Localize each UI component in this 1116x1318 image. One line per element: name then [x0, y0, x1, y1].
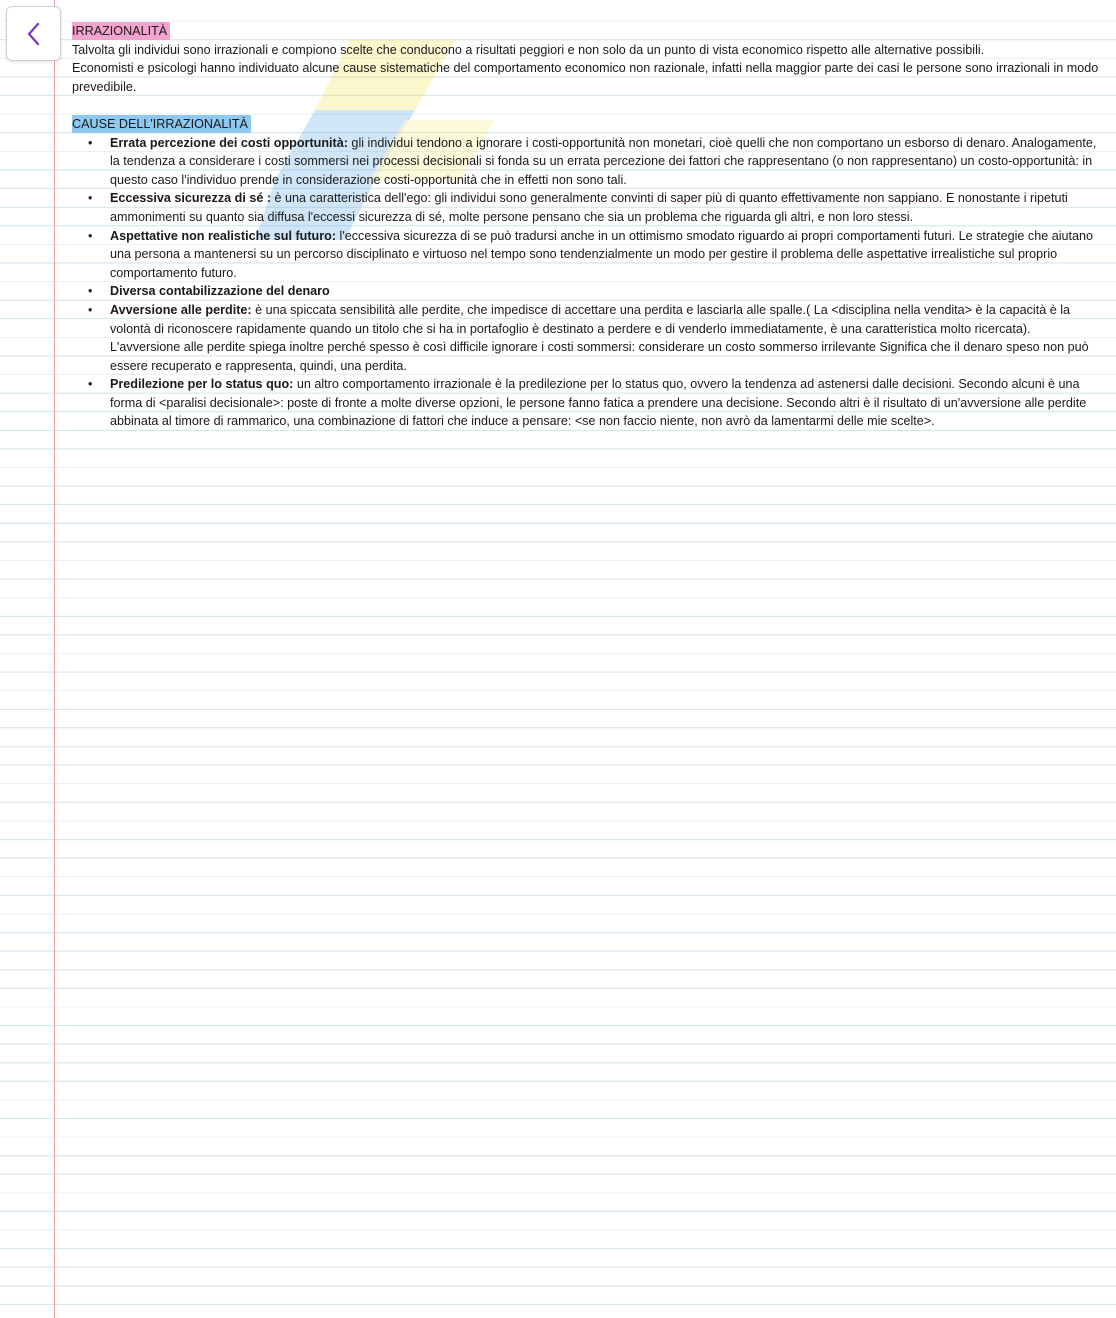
- list-item: [110, 375, 1102, 431]
- list-item-text: è una spiccata sensibilità alle perdite, che impedisce di accettare una perdita e lasciarla alle spalle.( La <disciplina nella vendita> è la capacità è la volontà di riconoscere rapidamente quando un titolo che si ha in portafoglio è destinato a perdere e di venderlo immediatamente, è una caratteristica molto ricercata). L'avversione alle perdite spiega inoltre perché spesso è così difficile ignorare i costi sommersi: considerare un costo sommerso irrilevante Significa che il denaro speso non può essere recuperato e rappresenta, quindi, una perdita.: [110, 302, 1089, 373]
- note-content: [72, 22, 1102, 431]
- chevron-left-icon: [25, 21, 43, 47]
- list-item-title: Diversa contabilizzazione del denaro: [110, 284, 330, 299]
- list-item-text: è una caratteristica dell'ego: gli individui sono generalmente convinti di saper più di quanto effettivamente non sappiano. E nonostante i ripetuti ammonimenti su quanto sia diffusa l'eccessi sicurezza di sé, molte persone pensano che sia un problema che riguarda gli altri, e non loro stessi.: [110, 191, 1068, 224]
- list-item-title: Errata percezione dei costi opportunità:: [110, 135, 348, 150]
- blank-line: [72, 96, 1102, 115]
- section-heading-irrazionalita: IRRAZIONALITÀ: [72, 22, 170, 40]
- list-item-title: Aspettative non realistiche sul futuro:: [110, 228, 337, 243]
- list-item-text: gli individui tendono a ignorare i costi-opportunità non monetari, cioè quelli che non comportano un esborso di denaro. Analogamente, la tendenza a considerare i costi sommersi nei processi decisionali si fonda su un errata percezione dei fattori che rappresentano (o non rappresentano) un costo-opportunità: in questo caso l'individuo prende in considerazione costi-opportunità che in effetti non sono tali.: [110, 135, 1097, 187]
- list-item: [110, 227, 1102, 283]
- back-button[interactable]: [6, 6, 61, 61]
- list-item: [110, 301, 1102, 375]
- notebook-margin-line: [54, 0, 55, 1318]
- list-item: [110, 282, 1102, 301]
- list-item: [110, 189, 1102, 226]
- list-item-text: un altro comportamento irrazionale è la predilezione per lo status quo, ovvero la tendenza ad astenersi dalle decisioni. Secondo alcuni è una forma di <paralisi decisionale>: poste di fronte a molte diverse opzioni, le persone fanno fatica a prendere una decisione. Secondo altri è il risultato di un'avversione alle perdite abbinata al timore di rammarico, una combinazione di fattori che induce a pensare: <se non faccio niente, non avrò da lamentarmi delle mie scelte>.: [110, 377, 1087, 429]
- section-heading-cause: CAUSE DELL'IRRAZIONALITÀ: [72, 115, 251, 133]
- list-item-text: l'eccessiva sicurezza di se può tradursi anche in un ottimismo smodato riguardo ai propri comportamenti futuri. Le strategie che aiutano una persona a mantenersi su un percorso disciplinato e virtuoso nel tempo sono tendenzialmente un modo per gestire il problema delle aspettative irrealistiche sul proprio comportamento futuro.: [110, 228, 1094, 280]
- list-item-title: Eccessiva sicurezza di sé :: [110, 191, 272, 206]
- paragraph-intro: Talvolta gli individui sono irrazionali e compiono scelte che conducono a risultati peggiori e non solo da un punto di vista economico rispetto alle alternative possibili.: [72, 42, 985, 57]
- paragraph-causes-intro: Economisti e psicologi hanno individuato alcune cause sistematiche del comportamento economico non razionale, infatti nella maggior parte dei casi le persone sono irrazionali in modo prevedibile.: [72, 61, 1099, 94]
- list-item: [110, 134, 1102, 190]
- list-item-title: Predilezione per lo status quo:: [110, 377, 294, 392]
- causes-list: [72, 134, 1102, 432]
- list-item-title: Avversione alle perdite:: [110, 302, 252, 317]
